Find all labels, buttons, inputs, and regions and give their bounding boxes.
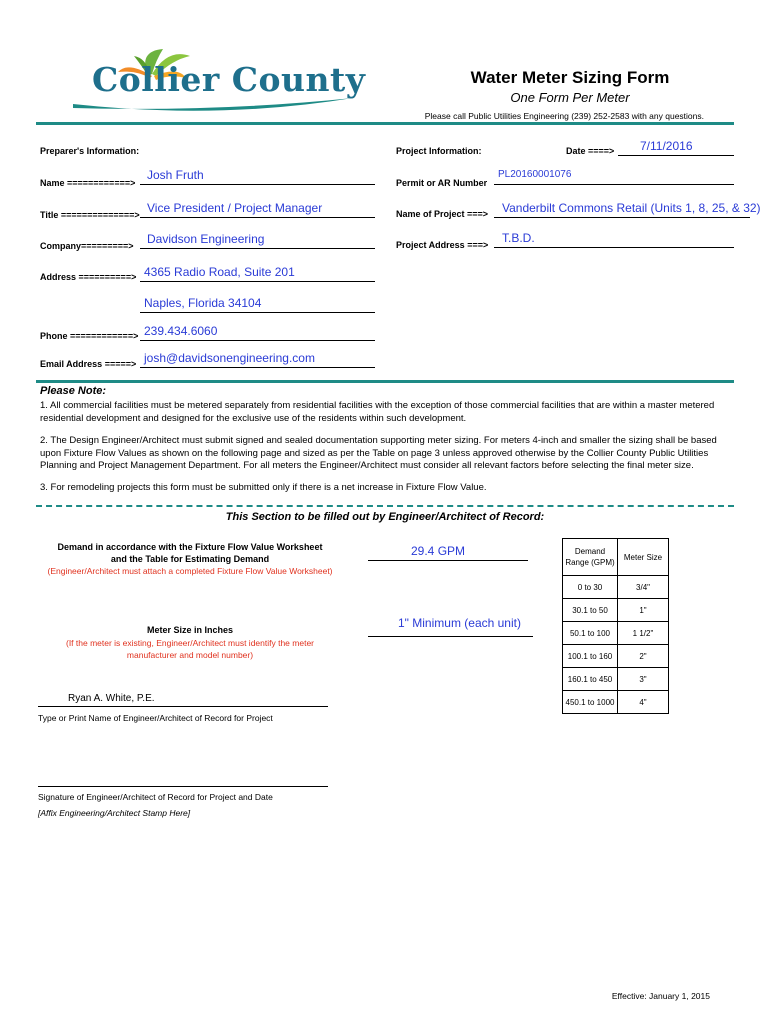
- project-name-field[interactable]: [494, 199, 761, 218]
- demand-field[interactable]: [368, 540, 528, 561]
- company-label: Company=========>: [40, 241, 134, 251]
- table-row: [563, 576, 669, 599]
- note-item-2: 2. The Design Engineer/Architect must submit signed and sealed documentation supporting meter sizing. For meters 4-inch and smaller the sizing shall be based upon Fixture Flow Values as shown on the following page and sized as per the Table on page 3 unless approved otherwise by the Collier County Public Utilities Planning and Project Management Department. For all meters the Engineer/Architect must consider all relevant factors before selecting the final meter size.: [40, 435, 717, 471]
- address-label: Address ==========>: [40, 272, 137, 282]
- engineer-section-heading: This Section to be filled out by Engineer/Architect of Record:: [225, 511, 545, 523]
- title-label: Title ==============>: [40, 210, 140, 220]
- project-address-label: Project Address ===>: [396, 240, 489, 250]
- header-demand-line1: Demand: [574, 547, 606, 556]
- table-cell-range: 50.1 to 100: [563, 622, 618, 645]
- meter-size-note: (If the meter is existing, Engineer/Architect must identify the meter manufacturer and model number): [65, 638, 315, 660]
- table-cell-size: 1": [618, 599, 669, 622]
- phone-value: 239.434.6060: [144, 324, 218, 338]
- address-line2-field[interactable]: [140, 294, 375, 313]
- date-field[interactable]: [618, 137, 734, 156]
- signature-field[interactable]: [38, 770, 328, 787]
- company-value: Davidson Engineering: [147, 232, 265, 246]
- project-address-field[interactable]: [494, 229, 734, 248]
- engineer-name-field[interactable]: [38, 690, 328, 707]
- meter-size-title: Meter Size in Inches: [146, 625, 234, 635]
- table-cell-range: 160.1 to 450: [563, 668, 618, 691]
- meter-size-value: 1" Minimum (each unit): [398, 616, 521, 630]
- address-line2-value: Naples, Florida 34104: [144, 296, 262, 310]
- table-row: [563, 622, 669, 645]
- table-cell-range: 0 to 30: [563, 576, 618, 599]
- collier-county-logo: [68, 46, 368, 116]
- title-value: Vice President / Project Manager: [147, 201, 323, 215]
- address-line1-field[interactable]: [140, 263, 375, 282]
- form-subtitle: One Form Per Meter: [510, 90, 630, 105]
- company-field[interactable]: [140, 230, 375, 249]
- address-line1-value: 4365 Radio Road, Suite 201: [144, 265, 295, 279]
- section-divider: [36, 380, 734, 383]
- table-cell-size: 2": [618, 645, 669, 668]
- phone-label: Phone ============>: [40, 331, 139, 341]
- project-heading: Project Information:: [396, 146, 482, 156]
- stamp-caption: [Affix Engineering/Architect Stamp Here]: [38, 808, 191, 818]
- permit-field[interactable]: [494, 166, 734, 185]
- table-row: [563, 691, 669, 714]
- note-item-3: 3. For remodeling projects this form must be submitted only if there is a net increase in Fixture Flow Value.: [40, 482, 487, 493]
- name-label: Name ============>: [40, 178, 136, 188]
- permit-label: Permit or AR Number: [396, 178, 488, 188]
- contact-line: Please call Public Utilities Engineering (239) 252-2583 with any questions.: [424, 111, 704, 121]
- form-title: Water Meter Sizing Form: [470, 68, 670, 87]
- table-row: [563, 668, 669, 691]
- permit-value: PL20160001076: [498, 169, 572, 180]
- table-cell-size: 3": [618, 668, 669, 691]
- section-divider-dashed: [36, 505, 734, 507]
- table-cell-size: 4": [618, 691, 669, 714]
- table-cell-range: 30.1 to 50: [563, 599, 618, 622]
- name-field[interactable]: [140, 166, 375, 185]
- engineer-name-value: Ryan A. White, P.E.: [68, 693, 155, 704]
- name-value: Josh Fruth: [147, 168, 204, 182]
- project-name-value: Vanderbilt Commons Retail (Units 1, 8, 25, & 32): [502, 201, 761, 215]
- email-label: Email Address =====>: [40, 359, 137, 369]
- preparer-heading: Preparer's Information:: [40, 146, 140, 156]
- demand-title-1: Demand in accordance with the Fixture Flow Value Worksheet: [57, 542, 323, 552]
- phone-field[interactable]: [140, 322, 375, 341]
- email-field[interactable]: [140, 349, 375, 368]
- effective-date: Effective: January 1, 2015: [611, 991, 710, 1001]
- project-name-label: Name of Project ===>: [396, 209, 489, 219]
- table-cell-range: 450.1 to 1000: [563, 691, 618, 714]
- table-header-size: Meter Size: [618, 539, 669, 576]
- signature-caption: Signature of Engineer/Architect of Record for Project and Date: [38, 792, 273, 802]
- demand-note: (Engineer/Architect must attach a completed Fixture Flow Value Worksheet): [47, 566, 333, 576]
- table-header-demand: [563, 539, 618, 576]
- logo-wordmark: Collier County: [92, 60, 366, 99]
- meter-size-field[interactable]: [368, 614, 533, 637]
- engineer-name-caption: Type or Print Name of Engineer/Architect of Record for Project: [38, 713, 273, 723]
- header-divider: [36, 122, 734, 125]
- project-address-value: T.B.D.: [502, 231, 535, 245]
- title-field[interactable]: [140, 199, 375, 218]
- table-cell-range: 100.1 to 160: [563, 645, 618, 668]
- demand-title-2: and the Table for Estimating Demand: [110, 554, 270, 564]
- demand-value: 29.4 GPM: [411, 544, 466, 558]
- date-value: 7/11/2016: [640, 139, 693, 153]
- email-value: josh@davidsonengineering.com: [144, 351, 315, 365]
- table-cell-size: 3/4": [618, 576, 669, 599]
- date-label: Date ====>: [566, 146, 615, 156]
- table-header-row: [563, 539, 669, 576]
- note-heading: Please Note:: [40, 385, 107, 397]
- note-item-1: 1. All commercial facilities must be metered separately from residential facilities with the exception of those commercial facilities that are within a master metered residential development and designed for the exclusive use of the residents within such development.: [40, 400, 715, 424]
- table-cell-size: 1 1/2": [618, 622, 669, 645]
- meter-size-table: [562, 538, 669, 714]
- header-demand-line2: Range (GPM): [565, 558, 615, 567]
- table-row: [563, 599, 669, 622]
- table-row: [563, 645, 669, 668]
